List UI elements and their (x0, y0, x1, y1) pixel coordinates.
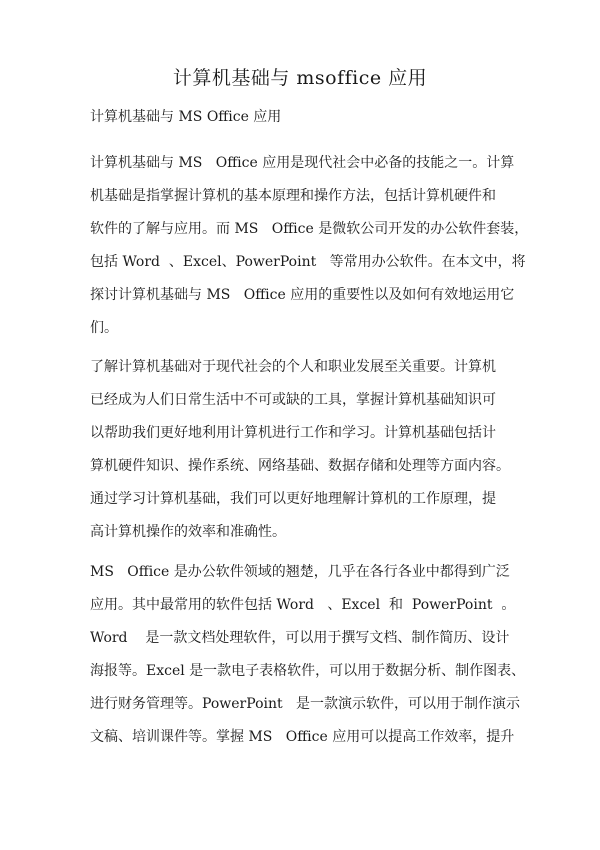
paragraph-line: 了解计算机基础对于现代社会的个人和职业发展至关重要。计算机 (90, 359, 496, 375)
paragraph-line: 进行财务管理等。PowerPoint 是一款演示软件，可以用于制作演示 (90, 696, 520, 712)
paragraph-line: 软件的了解与应用。而 MS Office 是微软公司开发的办公软件套装， (90, 221, 529, 237)
paragraph-intro (90, 147, 530, 345)
paragraph-line: 已经成为人们日常生活中不可或缺的工具，掌握计算机基础知识可 (90, 392, 496, 408)
paragraph-line: 机基础是指掌握计算机的基本原理和操作方法，包括计算机硬件和 (90, 188, 496, 204)
paragraph-line: 通过学习计算机基础，我们可以更好地理解计算机的工作原理，提 (90, 491, 496, 507)
paragraph-line: Word 是一款文档处理软件，可以用于撰写文档、制作简历、设计 (90, 630, 510, 646)
page-title: 计算机基础与 msoffice 应用 (172, 67, 428, 89)
paragraph-line: 应用。其中最常用的软件包括 Word 、Excel 和 PowerPoint 。 (90, 597, 516, 613)
paragraph-line: 高计算机操作的效率和准确性。 (90, 524, 286, 540)
paragraph-line: 算机硬件知识、操作系统、网络基础、数据存储和处理等方面内容。 (90, 458, 510, 474)
paragraph-line: 海报等。Excel 是一款电子表格软件，可以用于数据分析、制作图表、 (90, 663, 526, 679)
paragraph-computer-basics (90, 351, 530, 549)
paragraph-line: 计算机基础与 MS Office 应用是现代社会中必备的技能之一。计算 (90, 155, 515, 171)
page-subtitle: 计算机基础与 MS Office 应用 (90, 109, 282, 125)
paragraph-ms-office (90, 556, 530, 754)
paragraph-line: 们。 (90, 320, 118, 336)
paragraph-line: 以帮助我们更好地利用计算机进行工作和学习。计算机基础包括计 (90, 425, 496, 441)
paragraph-line: MS Office 是办公软件领域的翘楚，几乎在各行各业中都得到广泛 (90, 564, 510, 580)
paragraph-line: 探讨计算机基础与 MS Office 应用的重要性以及如何有效地运用它 (90, 287, 515, 303)
paragraph-line: 文稿、培训课件等。掌握 MS Office 应用可以提高工作效率，提升 (90, 729, 515, 745)
paragraph-line: 包括 Word 、Excel、PowerPoint 等常用办公软件。在本文中，将 (90, 254, 526, 270)
